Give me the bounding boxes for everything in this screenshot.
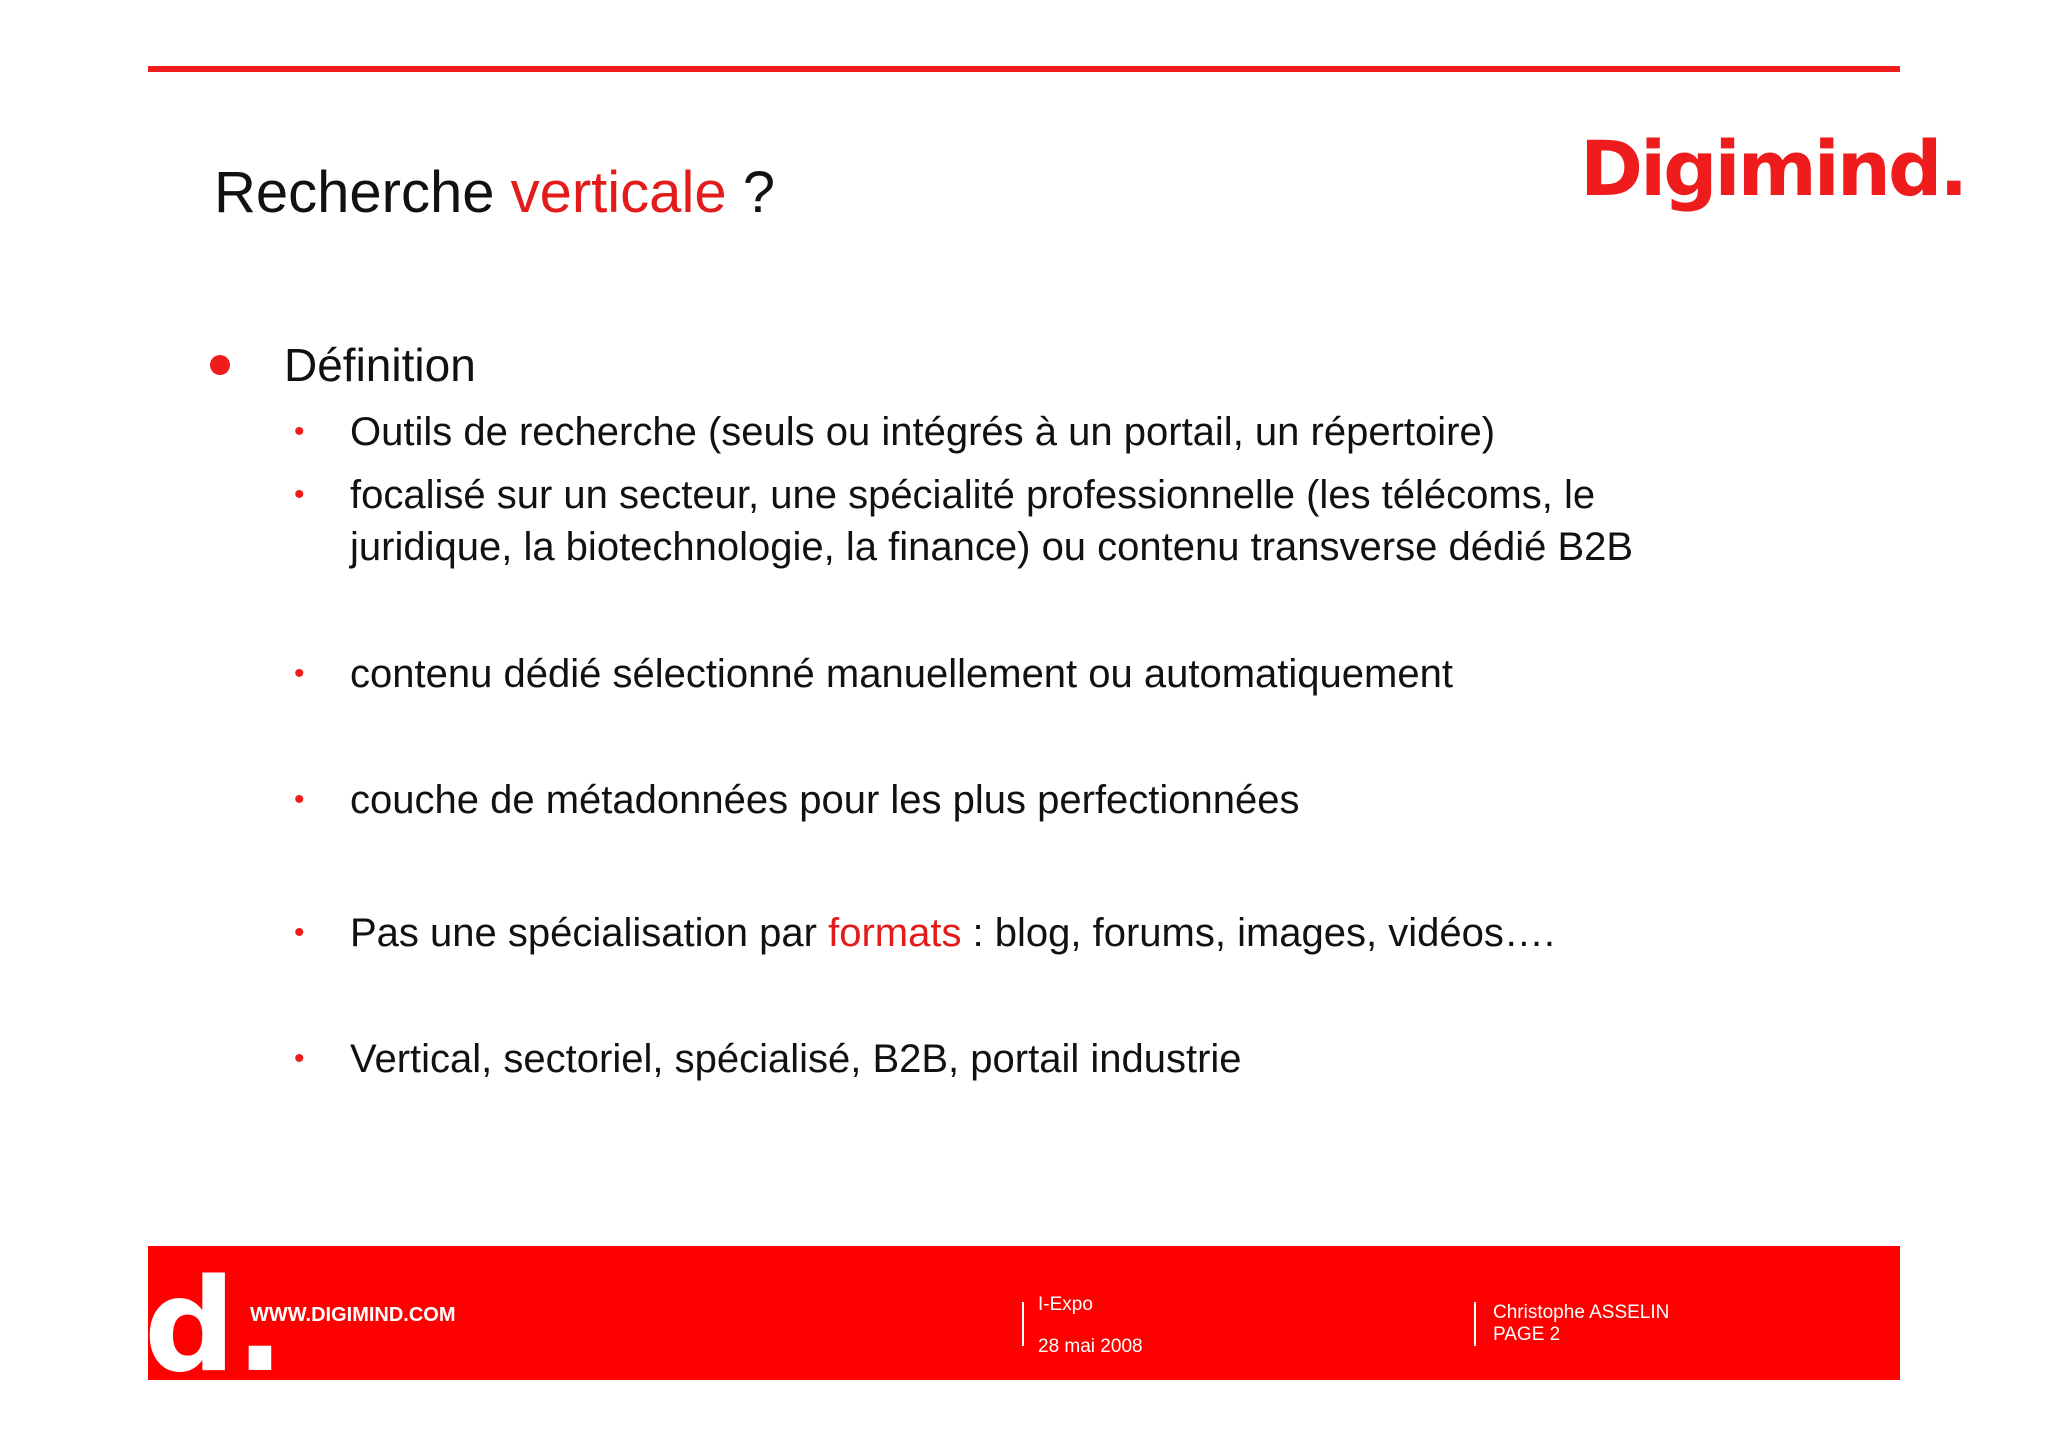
bullet-item xyxy=(294,907,1555,959)
title-accent-word: verticale xyxy=(510,160,727,225)
title-part-3: ? xyxy=(726,160,775,225)
bullet-item xyxy=(294,469,1633,573)
footer-event: I-Expo xyxy=(1038,1294,1093,1315)
bullet-text-line-1: focalisé sur un secteur, une spécialité professionnelle (les télécoms, le xyxy=(350,473,1596,517)
bullet-text: couche de métadonnées pour les plus perfectionnées xyxy=(350,778,1300,822)
bullet-marker-icon: • xyxy=(294,916,305,949)
bullet-marker-icon: • xyxy=(294,1042,305,1075)
bullet-marker-icon: • xyxy=(294,783,305,816)
bullet-text xyxy=(350,907,1555,959)
footer-d-logo-icon xyxy=(144,1252,285,1401)
footer-page-number: PAGE 2 xyxy=(1493,1324,1561,1345)
bullet-text xyxy=(350,469,1633,573)
definition-heading-text: Définition xyxy=(284,339,476,391)
footer-separator xyxy=(1022,1302,1024,1346)
bullet-text-line-2: juridique, la biotechnologie, la finance) ou contenu transverse dédié B2B xyxy=(350,525,1634,569)
bullet-text: Vertical, sectoriel, spécialisé, B2B, portail industrie xyxy=(350,1037,1242,1081)
top-red-rule xyxy=(148,66,1900,72)
footer-url: WWW.DIGIMIND.COM xyxy=(250,1304,456,1326)
bullet-text: Outils de recherche (seuls ou intégrés à un portail, un répertoire) xyxy=(350,410,1496,454)
bullet-item xyxy=(294,1033,1242,1085)
bullet-text: contenu dédié sélectionné manuellement ou automatiquement xyxy=(350,652,1453,696)
footer-bar xyxy=(144,1246,1900,1401)
footer-author: Christophe ASSELIN xyxy=(1493,1302,1670,1323)
digimind-logo: Digimind. xyxy=(1580,124,1966,213)
bullet-accent-word: formats xyxy=(828,911,962,955)
footer-date: 28 mai 2008 xyxy=(1038,1336,1143,1357)
bullet-text-after: : blog, forums, images, vidéos…. xyxy=(961,911,1556,955)
title-part-1: Recherche xyxy=(214,160,511,225)
slide-title xyxy=(214,158,775,228)
red-dot-bullet-icon xyxy=(210,355,230,375)
footer-separator xyxy=(1474,1302,1476,1346)
definition-heading xyxy=(210,336,476,394)
bullet-item xyxy=(294,774,1300,826)
bullet-item xyxy=(294,648,1453,700)
footer-logo-text: d. xyxy=(144,1252,285,1401)
bullet-marker-icon: • xyxy=(294,657,305,690)
bullet-text-before: Pas une spécialisation par xyxy=(350,911,829,955)
bullet-item xyxy=(294,406,1495,458)
bullet-marker-icon: • xyxy=(294,415,305,448)
bullet-marker-icon: • xyxy=(294,478,305,511)
